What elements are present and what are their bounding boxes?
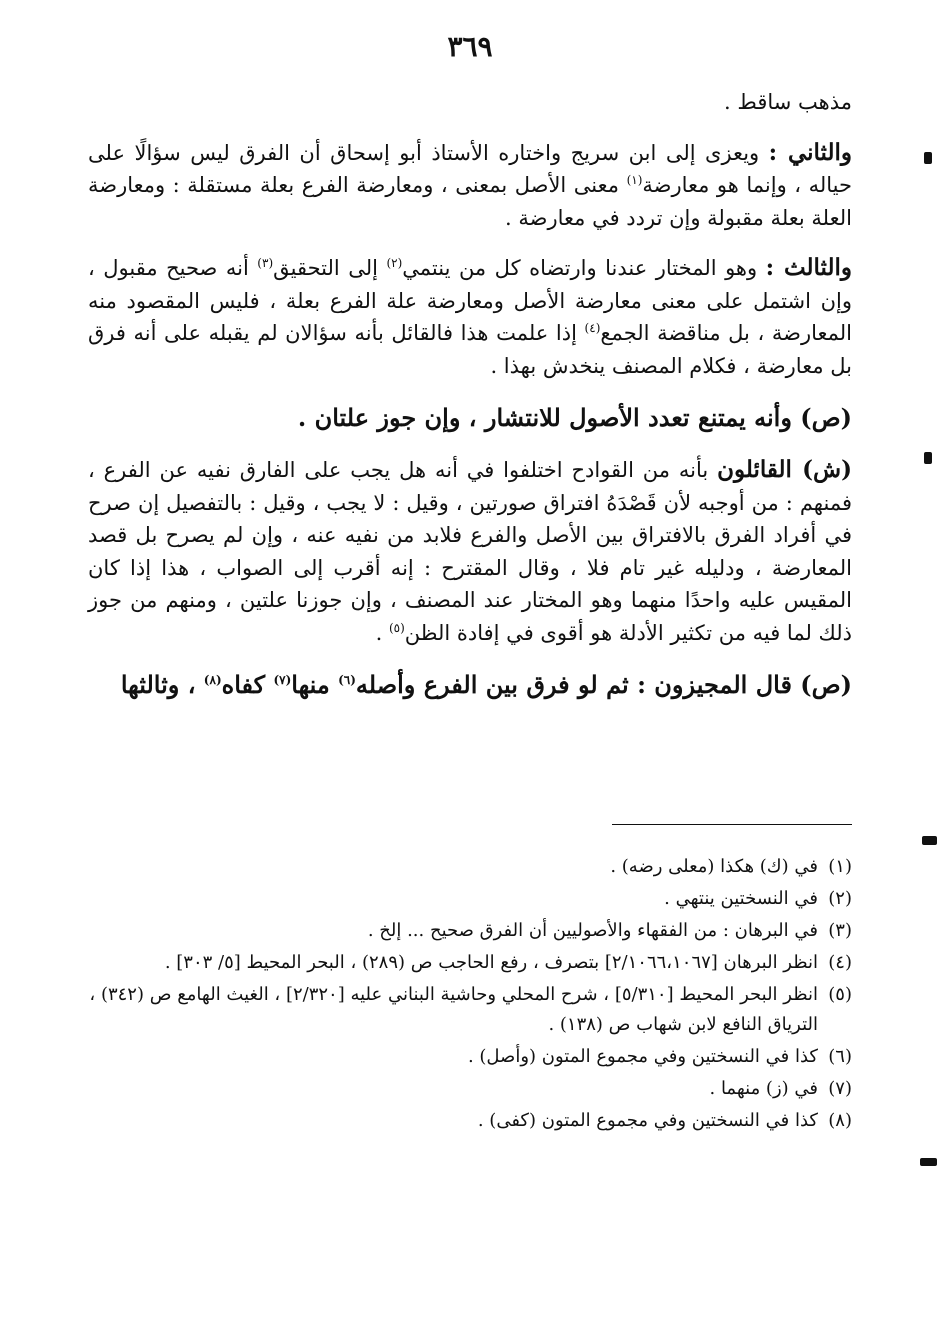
footnote-number: (١) (828, 856, 852, 877)
footnote-ref-5: (٥) (388, 620, 405, 635)
footnote-number: (٥) (828, 984, 852, 1005)
paragraph-2 (88, 252, 852, 382)
footnote-item (88, 852, 852, 882)
footnote-text: كذا في النسختين وفي مجموع المتون (كفى) . (477, 1110, 818, 1131)
page-number: ٣٦٩ (447, 30, 493, 63)
paragraph-2-text-c: أنه صحيح مقبول ، وإن اشتمل على معنى معارضة الأصل ومعارضة علة الفرع بعلة ، فليس المقصود منه المعارضة ، بل مناقضة الجمع (88, 256, 852, 345)
footnote-ref-8: (٨) (203, 673, 222, 687)
footnote-text: في النسختين ينتهي . (664, 888, 818, 909)
paragraph-3 (88, 454, 852, 649)
paragraph-2-text-b: إلى التحقيق (273, 256, 387, 280)
scan-mark (920, 1158, 937, 1166)
footnote-item (88, 916, 852, 946)
footnote-ref-7: (٧) (273, 673, 292, 687)
footnote-number: (٢) (828, 888, 852, 909)
footnote-item (88, 980, 852, 1040)
section-heading-1 (88, 400, 852, 436)
section-heading-2-text-a: (ص) قال المجيزون : ثم لو فرق بين الفرع وأصله (355, 670, 852, 699)
footnote-number: (٦) (828, 1046, 852, 1067)
footnote-text: في البرهان : من الفقهاء والأصوليين أن الفرق صحيح ... إلخ . (367, 920, 818, 941)
footnote-ref-6: (٦) (338, 673, 356, 687)
footnote-ref-3: (٣) (257, 256, 274, 270)
footnote-text: انظر البحر المحيط [٥/٣١٠] ، شرح المحلي وحاشية البناني عليه [٢/٣٢٠] ، الغيث الهامع ص (٣٤٢) ، الترياق النافع لابن شهاب ص (١٣٨) . (89, 984, 818, 1035)
scan-mark (922, 836, 937, 845)
paragraph-2-text-a: وهو المختار عندنا وارتضاه كل من ينتمي (402, 256, 766, 280)
footnote-text: في (ز) منهما . (709, 1078, 818, 1099)
footnote-ref-1: (١) (626, 173, 643, 187)
scan-mark (924, 152, 932, 164)
footnote-divider (612, 824, 852, 825)
paragraph-1-lead: والثاني : (768, 138, 853, 166)
paragraph-0-text: مذهب ساقط . (724, 90, 852, 114)
footnote-number: (٧) (828, 1078, 852, 1099)
section-heading-2-text-b: منها (291, 670, 339, 699)
footnote-ref-4: (٤) (584, 321, 601, 335)
footnote-number: (٣) (828, 920, 852, 941)
footnote-text: انظر البرهان [٢/١٠٦٦،١٠٦٧] بتصرف ، رفع الحاجب ص (٢٨٩) ، البحر المحيط [٥/ ٣٠٣] . (164, 952, 818, 973)
footnote-text: في (ك) هكذا (معلى رضه) . (610, 856, 818, 877)
section-heading-2 (88, 667, 852, 703)
footnote-item (88, 1042, 852, 1072)
paragraph-0 (88, 86, 852, 119)
footnote-item (88, 948, 852, 978)
section-heading-2-text-c: كفاه (221, 670, 274, 699)
paragraph-1-text-a: ويعزى إلى ابن سريج واختاره الأستاذ أبو إسحاق أن الفرق ليس سؤالًا على حياله ، وإنما هو معارضة (88, 140, 852, 197)
paragraph-3-text-a: بأنه من القوادح اختلفوا في أنه هل يجب على الفارق نفيه عن الفرع ، فمنهم : من أوجبه لأن قَصْدَهُ افتراق صورتين ، وقيل : لا يجب ، وقيل : بالتفصيل إن صرح في أفراد الفرق بالافتراق بين الأصل والفرع فلابد من نفيه عنه ، وإن لم يصرح بل قصد المعارضة ، ودليله غير تام فلا ، وقال المقترح : إنه أقرب إلى الصواب ، هذا إذا كان المقيس عليه واحدًا منهما وهو المختار عند المصنف ، وإن جوزنا علتين ، ومنهم من جوز ذلك لما فيه من تكثير الأدلة هو أقوى في إفادة الظن (88, 458, 852, 645)
section-heading-1-text: (ص) وأنه يمتنع تعدد الأصول للانتشار ، وإن جوز علتان . (297, 403, 852, 432)
paragraph-2-text-d: إذا علمت هذا فالقائل بأنه سؤالان لم يقبله على أنه فرق بل معارضة ، فكلام المصنف ينخدش بهذا . (88, 321, 852, 378)
scan-mark (924, 452, 932, 464)
footnote-ref-2: (٢) (386, 256, 403, 270)
paragraph-3-lead: (ش) القائلون (717, 456, 852, 483)
footnotes (88, 852, 852, 1138)
section-heading-2-text-d: ، وثالثها (120, 670, 204, 699)
footnote-text: كذا في النسختين وفي مجموع المتون (وأصل) . (467, 1046, 818, 1067)
footnote-item (88, 1074, 852, 1104)
footnote-item (88, 884, 852, 914)
paragraph-3-text-b: . (375, 620, 389, 645)
main-text (88, 86, 852, 703)
paragraph-2-lead: والثالث : (765, 254, 852, 281)
footnote-item (88, 1106, 852, 1136)
footnote-number: (٤) (828, 952, 852, 973)
footnote-number: (٨) (828, 1110, 852, 1131)
paragraph-1 (88, 137, 852, 235)
paragraph-1-text-b: معنى الأصل بمعنى ، ومعارضة الفرع بعلة مستقلة : ومعارضة العلة بعلة مقبولة وإن تردد في معارضة . (88, 173, 852, 230)
